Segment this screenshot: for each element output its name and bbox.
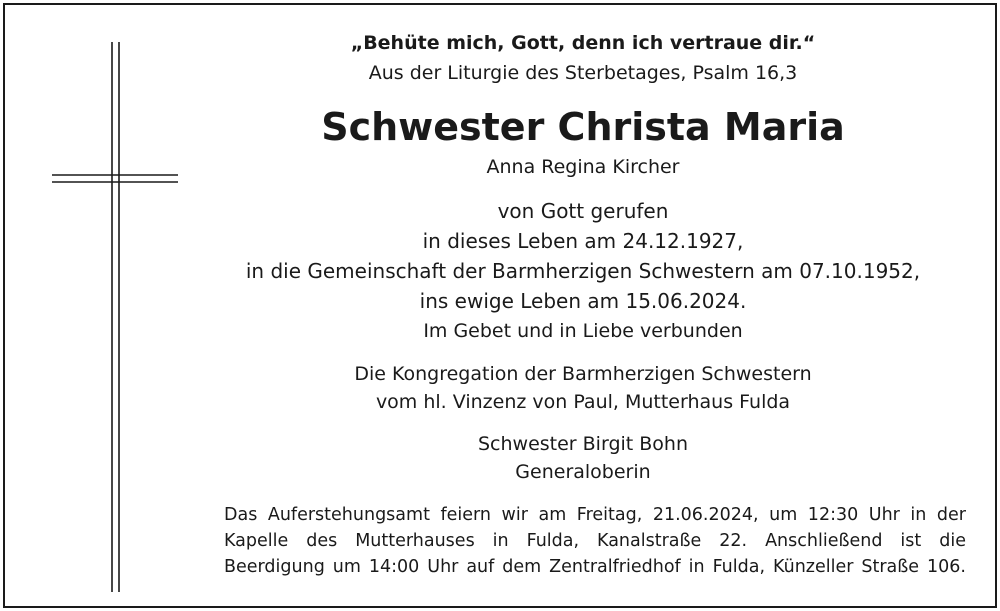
birth-name: Anna Regina Kircher bbox=[486, 156, 680, 178]
funeral-line: Das Auferstehungsamt feiern wir am Freitag, 21.06.2024, um 12:30 Uhr in der bbox=[224, 505, 966, 525]
signer-title: Generaloberin bbox=[515, 461, 651, 483]
congregation-line: Die Kongregation der Barmherzigen Schwestern bbox=[354, 363, 812, 385]
scripture-quote: „Behüte mich, Gott, denn ich vertraue dir.“ bbox=[350, 32, 816, 54]
funeral-line: Kapelle des Mutterhauses in Fulda, Kanalstraße 22. Anschließend ist die bbox=[224, 531, 966, 551]
signer-name: Schwester Birgit Bohn bbox=[477, 433, 689, 455]
funeral-line: Beerdigung um 14:00 Uhr auf dem Zentralfriedhof in Fulda, Künzeller Straße 106. bbox=[224, 557, 966, 577]
profession-date-line: in die Gemeinschaft der Barmherzigen Schwestern am 07.10.1952, bbox=[245, 259, 921, 283]
prayer-line: Im Gebet und in Liebe verbunden bbox=[423, 320, 743, 342]
funeral-details bbox=[224, 502, 966, 580]
life-dates-block bbox=[200, 196, 966, 316]
cross-icon bbox=[52, 42, 178, 592]
motherhouse-line: vom hl. Vinzenz von Paul, Mutterhaus Fulda bbox=[375, 391, 791, 413]
birth-date-line: in dieses Leben am 24.12.1927, bbox=[422, 229, 744, 253]
signer-block bbox=[200, 430, 966, 486]
quote-source: Aus der Liturgie des Sterbetages, Psalm 16,3 bbox=[368, 62, 798, 84]
death-date-line: ins ewige Leben am 15.06.2024. bbox=[419, 289, 747, 313]
called-line: von Gott gerufen bbox=[497, 199, 669, 223]
deceased-name: Schwester Christa Maria bbox=[321, 105, 845, 149]
congregation-block bbox=[200, 360, 966, 416]
